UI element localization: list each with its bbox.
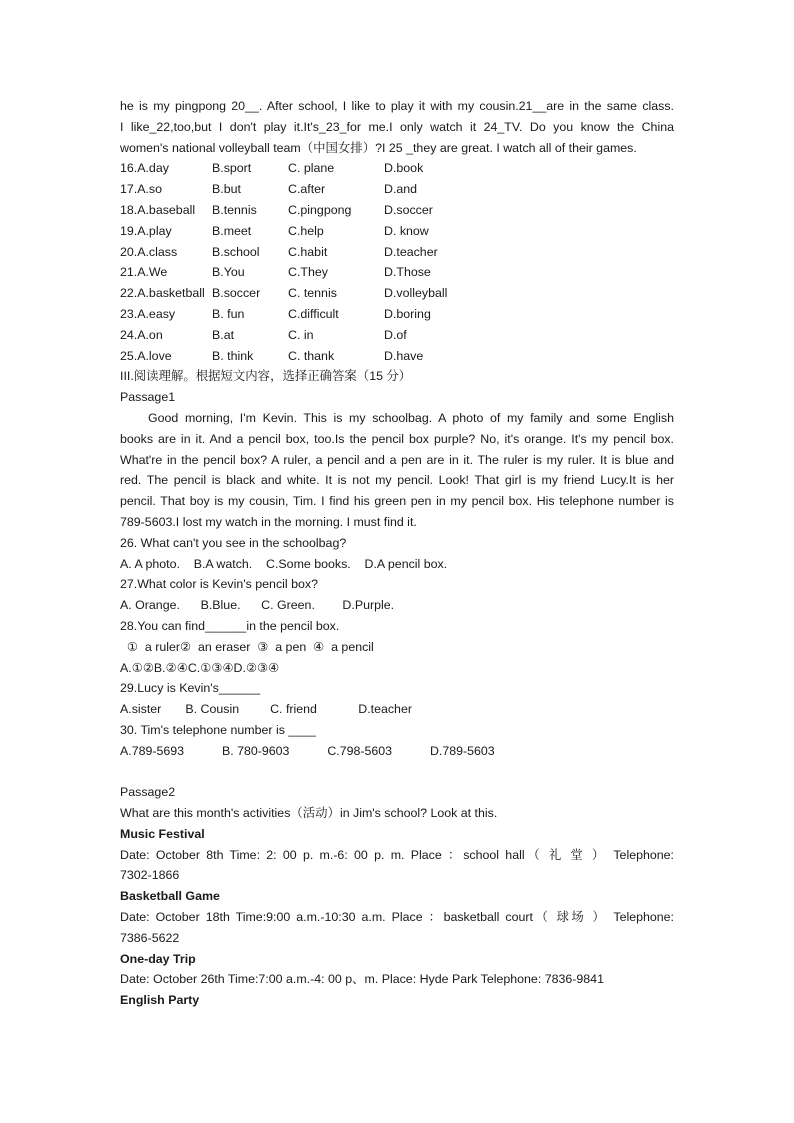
option-c: C.after (288, 182, 326, 197)
option-b: B.but (212, 182, 241, 197)
option-a: 21.A.We (120, 265, 168, 280)
question-20 (120, 242, 674, 263)
event-telephone: 7386-5622 (120, 930, 180, 945)
option-a: 16.A.day (120, 161, 169, 176)
cloze-line-3: women's national volleyball team（中国女排）?I 25 _they are great. I watch all of their games. (120, 140, 637, 155)
option-c: C.pingpong (288, 202, 352, 217)
question-22 (120, 283, 674, 304)
option-d: D.have (384, 348, 424, 363)
document-content (120, 96, 674, 1011)
option-b: B. fun (212, 306, 245, 321)
option-c: C. thank (288, 348, 335, 363)
cloze-line-1: he is my pingpong 20__. After school, I like to play it with my cousin.21__are in the same class. (120, 99, 674, 113)
event-name: English Party (120, 993, 200, 1008)
question-29-options: A.sister B. Cousin C. friend D.teacher (120, 702, 412, 717)
question-25 (120, 346, 674, 367)
option-b: B. think (212, 348, 254, 363)
option-d: D.Those (384, 265, 431, 280)
question-19 (120, 221, 674, 242)
option-a: 18.A.baseball (120, 202, 196, 217)
option-d: D.volleyball (384, 286, 448, 301)
option-c: C. tennis (288, 286, 337, 301)
event-name: One-day Trip (120, 951, 196, 966)
passage1-line-4: red. The pencil is black and white. It is not my pencil. Look! That girl is my friend Lucy.It is her (120, 473, 674, 488)
option-b: B.You (212, 265, 245, 280)
passage1-line-6: 789-5603.I lost my watch in the morning. I must find it. (120, 514, 417, 529)
option-c: C. in (288, 327, 314, 342)
question-30: 30. Tim's telephone number is ____ (120, 722, 316, 737)
option-d: D. know (384, 223, 429, 238)
question-28-items: ① a ruler② an eraser ③ a pen ④ a pencil (120, 639, 374, 654)
option-a: 25.A.love (120, 348, 172, 363)
option-c: C. plane (288, 161, 335, 176)
event-telephone: 7302-1866 (120, 868, 180, 883)
question-27: 27.What color is Kevin's pencil box? (120, 577, 318, 592)
question-24 (120, 325, 674, 346)
option-a: 23.A.easy (120, 306, 176, 321)
passage1-line-1: Good morning, I'm Kevin. This is my schoolbag. A photo of my family and some English (148, 410, 674, 425)
question-28-options: A.①②B.②④C.①③④D.②③④ (120, 660, 280, 675)
option-b: B.soccer (212, 286, 261, 301)
question-16 (120, 158, 674, 179)
option-d: D.book (384, 161, 424, 176)
cloze-line-2: I like_22,too,but I don't play it.It's_23_for me.I only watch it 24_TV. Do you know the China (120, 119, 674, 134)
option-b: B.meet (212, 223, 252, 238)
question-23 (120, 304, 674, 325)
question-21 (120, 262, 674, 283)
question-26-options: A. A photo. B.A watch. C.Some books. D.A pencil box. (120, 556, 448, 571)
question-28: 28.You can find______in the pencil box. (120, 618, 340, 633)
event-details: Date: October 8th Time: 2: 00 p. m.-6: 00 p. m. Place ：school hall（ 礼 堂 ） Telephone: (120, 847, 674, 862)
passage1-line-3: What're in the pencil box? A ruler, a pencil and a pen are in it. The ruler is my ruler. It is blue and (120, 452, 674, 467)
option-a: 17.A.so (120, 182, 163, 197)
option-c: C.They (288, 265, 328, 280)
passage2-title: Passage2 (120, 785, 176, 800)
option-d: D.soccer (384, 202, 433, 217)
option-a: 19.A.play (120, 223, 172, 238)
question-27-options: A. Orange. B.Blue. C. Green. D.Purple. (120, 598, 395, 613)
question-26: 26. What can't you see in the schoolbag? (120, 535, 347, 550)
question-29: 29.Lucy is Kevin's______ (120, 681, 261, 696)
question-30-options: A.789-5693 B. 780-9603 C.798-5603 D.789-5603 (120, 743, 495, 758)
option-a: 24.A.on (120, 327, 163, 342)
blank-line (120, 762, 674, 783)
event-name: Music Festival (120, 826, 205, 841)
passage1-line-2: books are in it. And a pencil box, too.Is the pencil box purple? No, it's orange. It's my pencil box. (120, 431, 674, 446)
option-b: B.school (212, 244, 260, 259)
option-c: C.help (288, 223, 324, 238)
section-heading: III.阅读理解。根据短文内容，选择正确答案（15 分） (120, 369, 412, 384)
event-name: Basketball Game (120, 889, 220, 904)
option-d: D.teacher (384, 244, 438, 259)
option-b: B.sport (212, 161, 252, 176)
option-b: B.tennis (212, 202, 257, 217)
option-d: D.of (384, 327, 407, 342)
option-c: C.difficult (288, 306, 339, 321)
passage1-title: Passage1 (120, 390, 176, 405)
option-d: D.and (384, 182, 418, 197)
option-c: C.habit (288, 244, 328, 259)
event-details: Date: October 18th Time:9:00 a.m.-10:30 a.m. Place ：basketball court（ 球场 ） Telephone: (120, 910, 674, 925)
option-a: 22.A.basketball (120, 286, 205, 301)
option-d: D.boring (384, 306, 431, 321)
question-17 (120, 179, 674, 200)
event-details: Date: October 26th Time:7:00 a.m.-4: 00 p、m. Place: Hyde Park Telephone: 7836-9841 (120, 972, 604, 987)
passage1-line-5: pencil. That boy is my cousin, Tim. I find his green pen in my pencil box. His telephone number is (120, 494, 674, 509)
option-b: B.at (212, 327, 235, 342)
option-a: 20.A.class (120, 244, 178, 259)
passage2-intro: What are this month's activities（活动）in Jim's school? Look at this. (120, 806, 498, 821)
question-18 (120, 200, 674, 221)
